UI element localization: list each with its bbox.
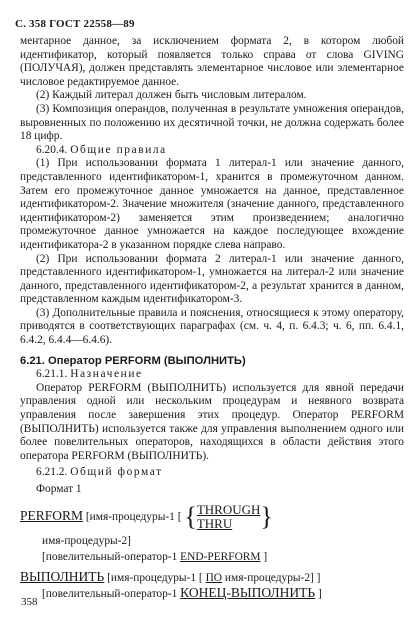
syntax-text: [повелительный-оператор-1 — [42, 587, 178, 600]
brace-right-icon: } — [260, 501, 273, 531]
paragraph: (2) При использовании формата 2 литерал-1 или значение данного, представленного идентификатором-1, умножается на литерал-2 или значение данного, представленного идентификатором-2, а результат хранится в данном, представленном каждым идентификатором-3. — [20, 252, 404, 306]
keyword: THRU — [196, 515, 233, 531]
syntax-text: [повелительный-оператор-1 — [42, 550, 178, 563]
syntax-line — [20, 551, 404, 567]
subsection-title: Общий формат — [70, 466, 163, 479]
subsection-number: 6.21.2. — [36, 466, 68, 479]
keyword: ВЫПОЛНИТЬ — [20, 568, 105, 584]
syntax-line — [20, 567, 404, 586]
paragraph: ментарное данное, за исключением формата 2, в котором любой идентификатор, который появляется только справа от слова GIVING (ПОЛУЧАЯ), должен представлять элементарное числовое или элементарное числовое редактируемое данное. — [20, 35, 404, 88]
document-body — [20, 35, 404, 602]
paragraph: (3) Дополнительные правила и пояснения, относящиеся к этому оператору, приводятся в соответствующих параграфах (см. ч. 4, п. 6.4.3; ч. 6, пп. 6.4.1, 6.4.2, 6.4.4—6.4.6). — [20, 306, 404, 347]
section-heading — [20, 355, 404, 369]
format-label: Формат 1 — [36, 483, 82, 495]
subsection-number: 6.20.4. — [36, 143, 68, 156]
subsection-heading — [20, 144, 404, 158]
paragraph: (1) При использовании формата 1 литерал-1 или значение данного, представленного идентификатором-1, хранится в промежуточном данном. Затем его промежуточное данное умножается на данное, представленное идентификатором-2. Значение множителя (значение данного, представленного идентификатором-2) заменяется этим произведением; аналогично промежуточное данное умножается на каждое последующее вхождение идентификатора-2 в указанном порядке слева направо. — [20, 157, 404, 251]
syntax-text: [имя-процедуры-1 [ — [107, 571, 203, 584]
subsection-title: Назначение — [70, 368, 143, 381]
keyword: ПО — [205, 571, 223, 584]
syntax-text: имя-процедуры-2] ] — [224, 571, 321, 584]
syntax-line — [20, 535, 404, 551]
paragraph: (2) Каждый литерал должен быть числовым литералом. — [36, 89, 307, 102]
syntax-text: ] — [263, 550, 268, 563]
keyword: END-PERFORM — [180, 550, 261, 563]
syntax-text: ] — [317, 587, 322, 600]
keyword: PERFORM — [20, 507, 84, 523]
syntax-format — [20, 501, 404, 602]
subsection-heading — [20, 368, 404, 382]
section-title: 6.21. Оператор PERFORM (ВЫПОЛНИТЬ) — [20, 354, 246, 367]
subsection-number: 6.21.1. — [36, 368, 68, 381]
subsection-heading — [20, 466, 404, 480]
paragraph: Оператор PERFORM (ВЫПОЛНИТЬ) используется для явной передачи управления одной или нескольким процедурам и неявного возврата управления после завершения этих процедур. Оператор PERFORM (ВЫПОЛНИТЬ) используется также для управления выполнением одного или более повелительных операторов, находящихся в области действия этого оператора PERFORM (ВЫПОЛНИТЬ). — [20, 381, 404, 462]
syntax-text: имя-процедуры-2] — [42, 534, 131, 547]
paragraph: (3) Композиция операндов, полученная в результате умножения операндов, выровненных по положению их десятичной точки, не должна содержать более 18 цифр. — [20, 102, 404, 143]
syntax-choice — [197, 503, 261, 531]
syntax-text: [ — [177, 510, 182, 523]
syntax-line — [20, 586, 404, 602]
syntax-line — [20, 501, 404, 531]
subsection-title: Общие правила — [70, 143, 167, 156]
page-header: С. 358 ГОСТ 22558—89 — [15, 18, 135, 30]
keyword: THROUGH — [196, 501, 261, 517]
brace-left-icon: { — [184, 501, 197, 531]
page-number: 358 — [21, 596, 38, 608]
keyword: КОНЕЦ-ВЫПОЛНИТЬ — [180, 584, 316, 600]
syntax-text: [имя-процедуры-1 — [85, 510, 175, 523]
